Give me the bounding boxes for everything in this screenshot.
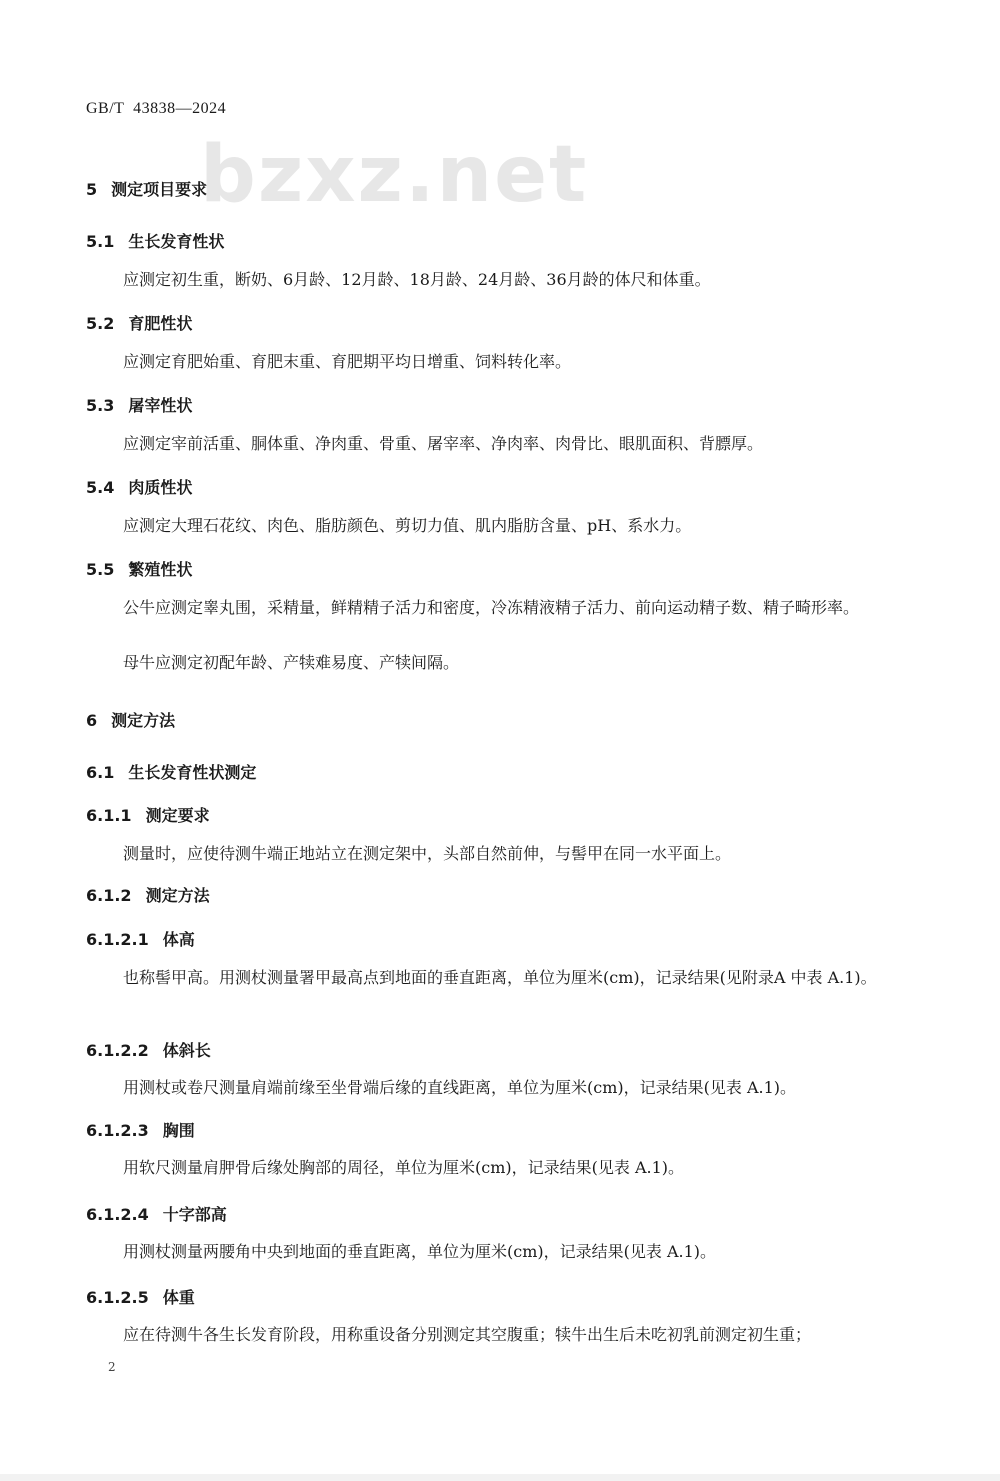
heading-number: 6.1.2.2 [86,1041,149,1060]
heading-title: 十字部高 [162,1205,227,1224]
paragraph-6-1-1: 测量时，应使待测牛端正地站立在测定架中，头部自然前伸，与髻甲在同一水平面上。 [123,844,732,863]
heading-title: 体重 [162,1288,195,1307]
heading-title: 测定方法 [145,886,210,905]
heading-5-5 [86,557,906,580]
paragraph-5-4: 应测定大理石花纹、肉色、脂肪颜色、剪切力值、肌内脂肪含量、pH、系水力。 [123,516,692,535]
heading-title: 育肥性状 [128,314,193,333]
watermark: bzxz.net [200,130,589,220]
heading-6-1 [86,760,906,783]
paragraph-6-1-2-2: 用测杖或卷尺测量肩端前缘至坐骨端后缘的直线距离，单位为厘米(cm)，记录结果(见表 A.1)。 [123,1078,797,1097]
heading-title: 胸围 [162,1121,195,1140]
heading-number: 6.1.2.3 [86,1121,149,1140]
paragraph-5-3: 应测定宰前活重、胴体重、净肉重、骨重、屠宰率、净肉率、肉骨比、眼肌面积、背膘厚。 [123,434,764,453]
heading-title: 体斜长 [162,1041,211,1060]
heading-number: 6.1.1 [86,806,132,825]
paragraph-6-1-2-5: 应在待测牛各生长发育阶段，用称重设备分别测定其空腹重；犊牛出生后未吃初乳前测定初生重； [123,1325,812,1344]
heading-number: 6.1 [86,763,115,782]
paragraph-5-5-a: 公牛应测定睾丸围，采精量，鲜精精子活力和密度，冷冻精液精子活力、前向运动精子数、精子畸形率。 [123,598,860,617]
heading-number: 5.3 [86,396,115,415]
paragraph-5-5-b: 母牛应测定初配年龄、产犊难易度、产犊间隔。 [123,653,460,672]
heading-5 [86,177,906,200]
heading-5-2 [86,311,906,334]
heading-6-1-1 [86,803,906,826]
heading-title: 屠宰性状 [128,396,193,415]
paragraph-6-1-2-1: 也称髻甲高。用测杖测量署甲最高点到地面的垂直距离，单位为厘米(cm)，记录结果(见附录A 中表 A.1)。 [123,968,877,987]
paragraph-6-1-2-4: 用测杖测量两腰角中央到地面的垂直距离，单位为厘米(cm)，记录结果(见表 A.1)。 [123,1242,717,1261]
heading-number: 5 [86,180,98,199]
heading-number: 6.1.2 [86,886,132,905]
heading-title: 测定方法 [111,711,176,730]
heading-number: 5.2 [86,314,115,333]
heading-title: 测定要求 [145,806,210,825]
heading-number: 5.1 [86,232,115,251]
heading-number: 6.1.2.5 [86,1288,149,1307]
paragraph-5-1: 应测定初生重，断奶、6月龄、12月龄、18月龄、24月龄、36月龄的体尺和体重。 [123,270,711,289]
paragraph-6-1-2-3: 用软尺测量肩胛骨后缘处胸部的周径，单位为厘米(cm)，记录结果(见表 A.1)。 [123,1158,685,1177]
heading-number: 5.4 [86,478,115,497]
heading-title: 生长发育性状测定 [128,763,257,782]
heading-6-1-2-3 [86,1118,906,1141]
page-number: 2 [108,1360,116,1374]
standard-code: GB/T 43838—2024 [86,100,227,117]
heading-number: 6.1.2.1 [86,930,149,949]
page-bottom-edge [0,1474,1000,1481]
heading-number: 6 [86,711,98,730]
heading-number: 6.1.2.4 [86,1205,149,1224]
heading-title: 体高 [162,930,195,949]
heading-6-1-2-5 [86,1285,906,1308]
heading-title: 测定项目要求 [111,180,208,199]
heading-5-4 [86,475,906,498]
heading-title: 繁殖性状 [128,560,193,579]
heading-title: 生长发育性状 [128,232,225,251]
heading-6 [86,708,906,731]
heading-6-1-2-4 [86,1202,906,1225]
heading-5-1 [86,229,906,252]
heading-6-1-2-2 [86,1038,906,1061]
heading-6-1-2 [86,883,906,906]
heading-5-3 [86,393,906,416]
heading-title: 肉质性状 [128,478,193,497]
heading-number: 5.5 [86,560,115,579]
heading-6-1-2-1 [86,927,906,950]
paragraph-5-2: 应测定育肥始重、育肥末重、育肥期平均日增重、饲料转化率。 [123,352,572,371]
